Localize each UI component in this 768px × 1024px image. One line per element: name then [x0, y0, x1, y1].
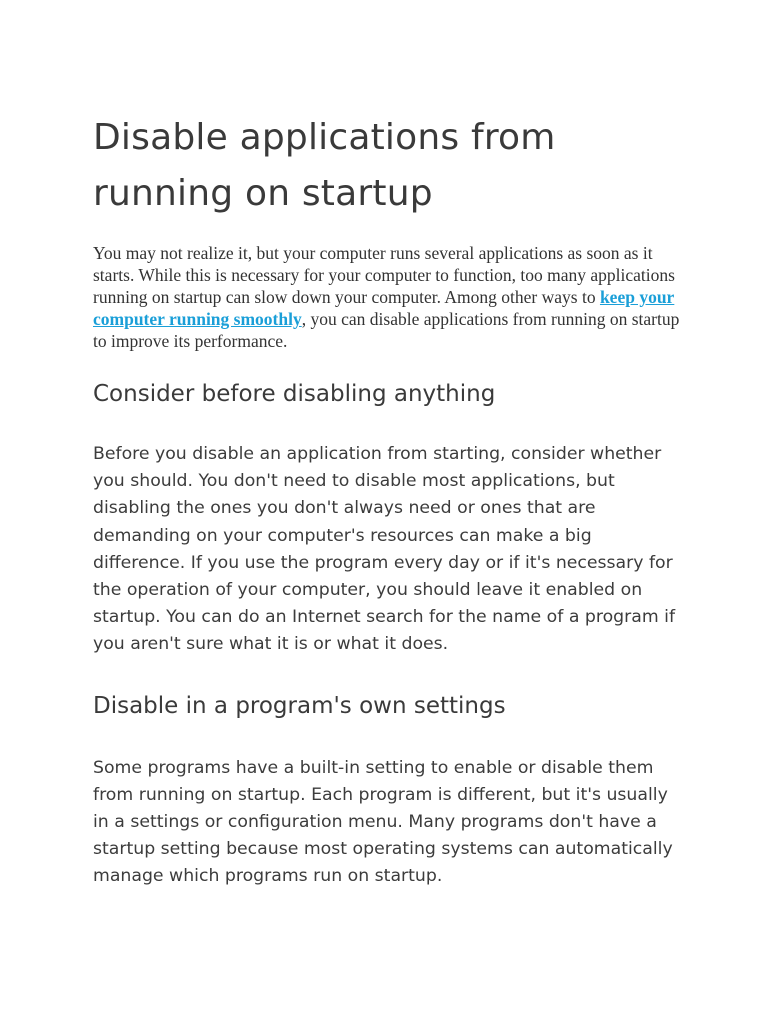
section-heading-consider: Consider before disabling anything: [93, 381, 496, 407]
intro-paragraph: [93, 242, 683, 352]
intro-text-before-link: You may not realize it, but your computer runs several applications as soon as it starts. While this is necessary for your computer to function, too many applications running on startup can slow down your computer. Among other ways to: [93, 243, 675, 307]
section-body-program-settings: Some programs have a built-in setting to enable or disable them from running on startup. Each program is different, but it's usually in a settings or configuration menu. Many programs don't have a startup setting because most operating systems can automatically manage which programs run on startup.: [93, 757, 673, 887]
keep-computer-running-smoothly-link[interactable]: keep your computer running smoothly: [93, 287, 675, 329]
section-heading-program-settings: Disable in a program's own settings: [93, 692, 506, 719]
page-title: Disable applications from running on startup: [93, 117, 556, 214]
section-body-consider: Before you disable an application from starting, consider whether you should. You don't need to disable most applications, but disabling the ones you don't always need or ones that are demanding on your computer's resources can make a big difference. If you use the program every day or if it's necessary for the operation of your computer, you should leave it enabled on startup. You can do an Internet search for the name of a program if you aren't sure what it is or what it does.: [93, 444, 676, 655]
intro-text-after-link: , you can disable applications from running on startup to improve its performance.: [93, 309, 680, 351]
article: [93, 110, 683, 921]
